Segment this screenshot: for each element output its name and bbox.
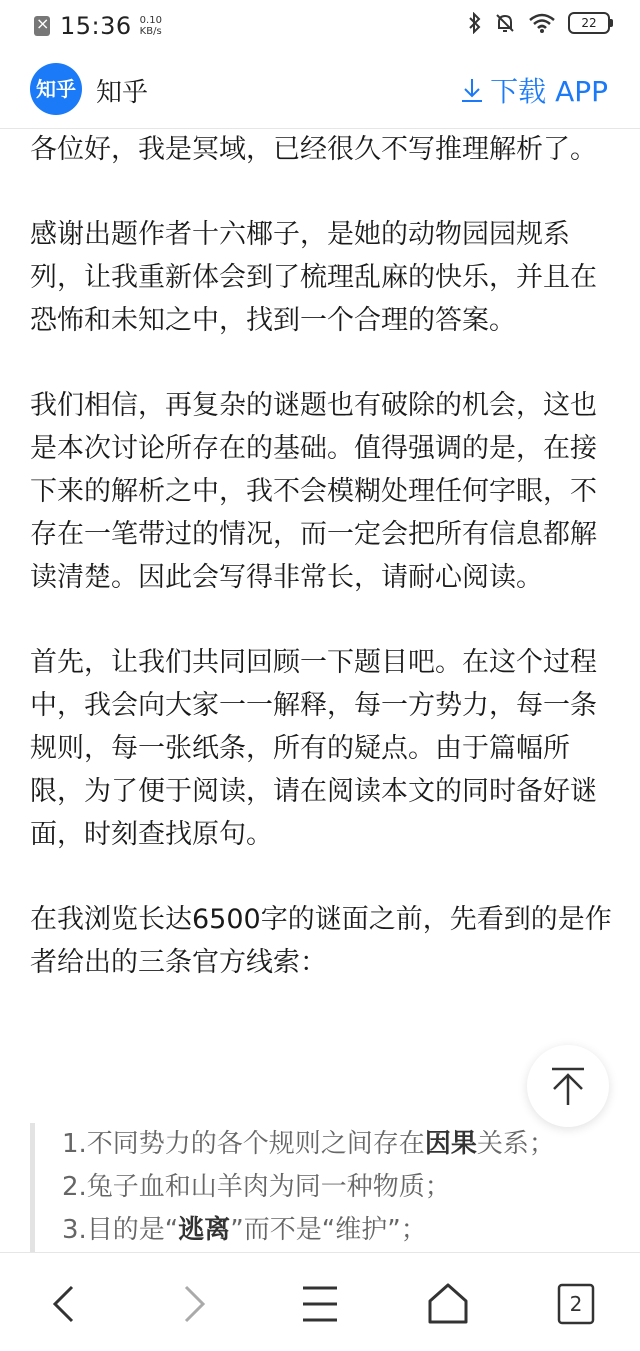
article-paragraph: 各位好，我是冥域，已经很久不写推理解析了。 — [30, 134, 597, 165]
clue-text: ”而不是“维护”； — [230, 1215, 427, 1245]
menu-icon — [295, 1279, 345, 1329]
back-button[interactable] — [40, 1279, 90, 1329]
network-speed-unit: KB/s — [139, 26, 162, 37]
battery-indicator: 22 — [568, 12, 610, 34]
forward-button[interactable] — [168, 1279, 218, 1329]
article-paragraph: 我们相信，再复杂的谜题也有破除的机会，这也是本次讨论所存在的基础。值得强调的是，在接下来的解析之中，我不会模糊处理任何字眼，不存在一笔带过的情况，而一定会把所有信息都解读清楚。因此会写得非常长，请耐心阅读。 — [30, 390, 597, 593]
status-bar — [0, 0, 640, 50]
article-body — [30, 128, 612, 1026]
status-time: 15:36 — [60, 12, 132, 40]
chevron-right-icon — [168, 1279, 218, 1329]
browser-bottom-nav — [0, 1252, 640, 1351]
tabs-button[interactable] — [551, 1279, 601, 1329]
bluetooth-icon — [468, 12, 482, 34]
article-paragraph: 感谢出题作者十六椰子，是她的动物园园规系列，让我重新体会到了梳理乱麻的快乐，并且在恐怖和未知之中，找到一个合理的答案。 — [30, 219, 597, 336]
home-button[interactable] — [423, 1279, 473, 1329]
network-speed-value: 0.10 — [139, 15, 162, 26]
status-right — [468, 12, 610, 34]
clue-item — [62, 1123, 617, 1166]
zhihu-logo[interactable]: 知乎 — [30, 63, 82, 115]
clue-emphasis: 因果 — [424, 1129, 477, 1159]
clue-emphasis: 逃离 — [178, 1215, 231, 1245]
wifi-icon — [528, 12, 556, 34]
article-paragraph: 首先，让我们共同回顾一下题目吧。在这个过程中，我会向大家一一解释，每一方势力，每一条规则，每一张纸条，所有的疑点。由于篇幅所限，为了便于阅读，请在阅读本文的同时备好谜面，时刻查找原句。 — [30, 647, 597, 850]
clue-item — [62, 1209, 617, 1252]
app-header — [0, 52, 640, 129]
status-left — [34, 12, 162, 40]
no-sim-icon — [34, 16, 50, 36]
clue-text: 2.兔子血和山羊肉为同一种物质； — [62, 1172, 451, 1202]
clue-text: 关系； — [476, 1129, 555, 1159]
back-to-top-button[interactable] — [527, 1045, 609, 1127]
home-icon — [423, 1279, 473, 1329]
app-name: 知乎 — [96, 78, 149, 108]
article-paragraph: 在我浏览长达6500字的谜面之前，先看到的是作者给出的三条官方线索： — [30, 904, 612, 978]
clue-item — [62, 1166, 617, 1209]
chevron-left-icon — [40, 1279, 90, 1329]
clue-list — [35, 1123, 617, 1252]
arrow-up-icon — [547, 1065, 589, 1107]
clue-text: 1.不同势力的各个规则之间存在 — [62, 1129, 425, 1159]
download-icon — [460, 76, 484, 104]
download-app-label: 下载 APP — [490, 75, 608, 108]
mute-bell-icon — [494, 12, 516, 34]
tab-count: 2 — [569, 1292, 583, 1316]
menu-button[interactable] — [295, 1279, 345, 1329]
network-speed — [140, 15, 162, 37]
clue-text: 3.目的是“ — [62, 1215, 179, 1245]
clue-blockquote — [30, 1123, 617, 1255]
download-app-button[interactable] — [460, 70, 608, 110]
